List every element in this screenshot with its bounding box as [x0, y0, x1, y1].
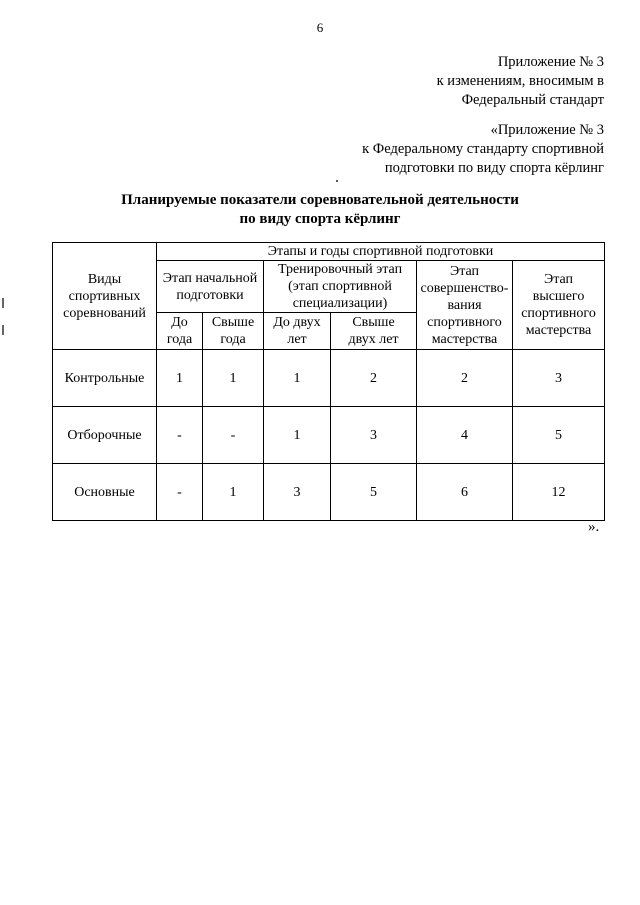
table-cell: 3	[513, 350, 605, 407]
table-cell: 6	[417, 464, 513, 521]
table-cell: -	[157, 407, 203, 464]
margin-mark	[2, 325, 4, 335]
appendix-reference	[437, 53, 604, 110]
subheader-over-two-years: Свыше двух лет	[331, 313, 417, 350]
row-label: Контрольные	[53, 350, 157, 407]
appendix-original-line: к Федеральному стандарту спортивной	[362, 141, 604, 157]
page-number: 6	[316, 20, 324, 35]
competition-types-header: Виды спортивных соревнований	[53, 243, 157, 350]
row-label: Отборочные	[53, 407, 157, 464]
table-cell: 4	[417, 407, 513, 464]
stage-highest-header: Этап высшего спортивного мастерства	[513, 261, 605, 350]
table-row	[53, 464, 605, 521]
competition-indicators-table	[52, 242, 605, 521]
appendix-original-line: «Приложение № 3	[490, 122, 604, 138]
stage-initial-header: Этап начальной подготовки	[157, 261, 264, 313]
table-cell: 1	[264, 407, 331, 464]
subheader-up-to-year: До года	[157, 313, 203, 350]
title-line-1: Планируемые показатели соревновательной деятельности	[121, 192, 519, 208]
scan-dot	[336, 180, 338, 182]
document-title	[0, 191, 640, 229]
margin-mark	[2, 298, 4, 308]
table-cell: 3	[331, 407, 417, 464]
table-cell: -	[157, 464, 203, 521]
stage-training-header: Тренировочный этап (этап спортивной специализации)	[264, 261, 417, 313]
table-row	[53, 407, 605, 464]
stages-group-header: Этапы и годы спортивной подготовки	[157, 243, 605, 261]
table-cell: 5	[331, 464, 417, 521]
subheader-up-to-two-years: До двух лет	[264, 313, 331, 350]
stage-improvement-header: Этап совершенство- вания спортивного мастерства	[417, 261, 513, 350]
appendix-line: Федеральный стандарт	[461, 92, 604, 108]
table-row	[53, 350, 605, 407]
closing-quote: ».	[588, 519, 600, 535]
table-cell: 5	[513, 407, 605, 464]
table-cell: 1	[203, 350, 264, 407]
title-line-2: по виду спорта кёрлинг	[239, 211, 401, 227]
table-cell: 2	[417, 350, 513, 407]
table-cell: 12	[513, 464, 605, 521]
table-cell: 1	[203, 464, 264, 521]
table-cell: 1	[264, 350, 331, 407]
table-cell: 1	[157, 350, 203, 407]
appendix-line: Приложение № 3	[497, 54, 604, 70]
appendix-original-line: подготовки по виду спорта кёрлинг	[384, 160, 604, 176]
subheader-over-year: Свыше года	[203, 313, 264, 350]
table-cell: 2	[331, 350, 417, 407]
appendix-original-reference	[362, 121, 604, 178]
table-cell: -	[203, 407, 264, 464]
table-cell: 3	[264, 464, 331, 521]
appendix-line: к изменениям, вносимым в	[436, 73, 604, 89]
row-label: Основные	[53, 464, 157, 521]
